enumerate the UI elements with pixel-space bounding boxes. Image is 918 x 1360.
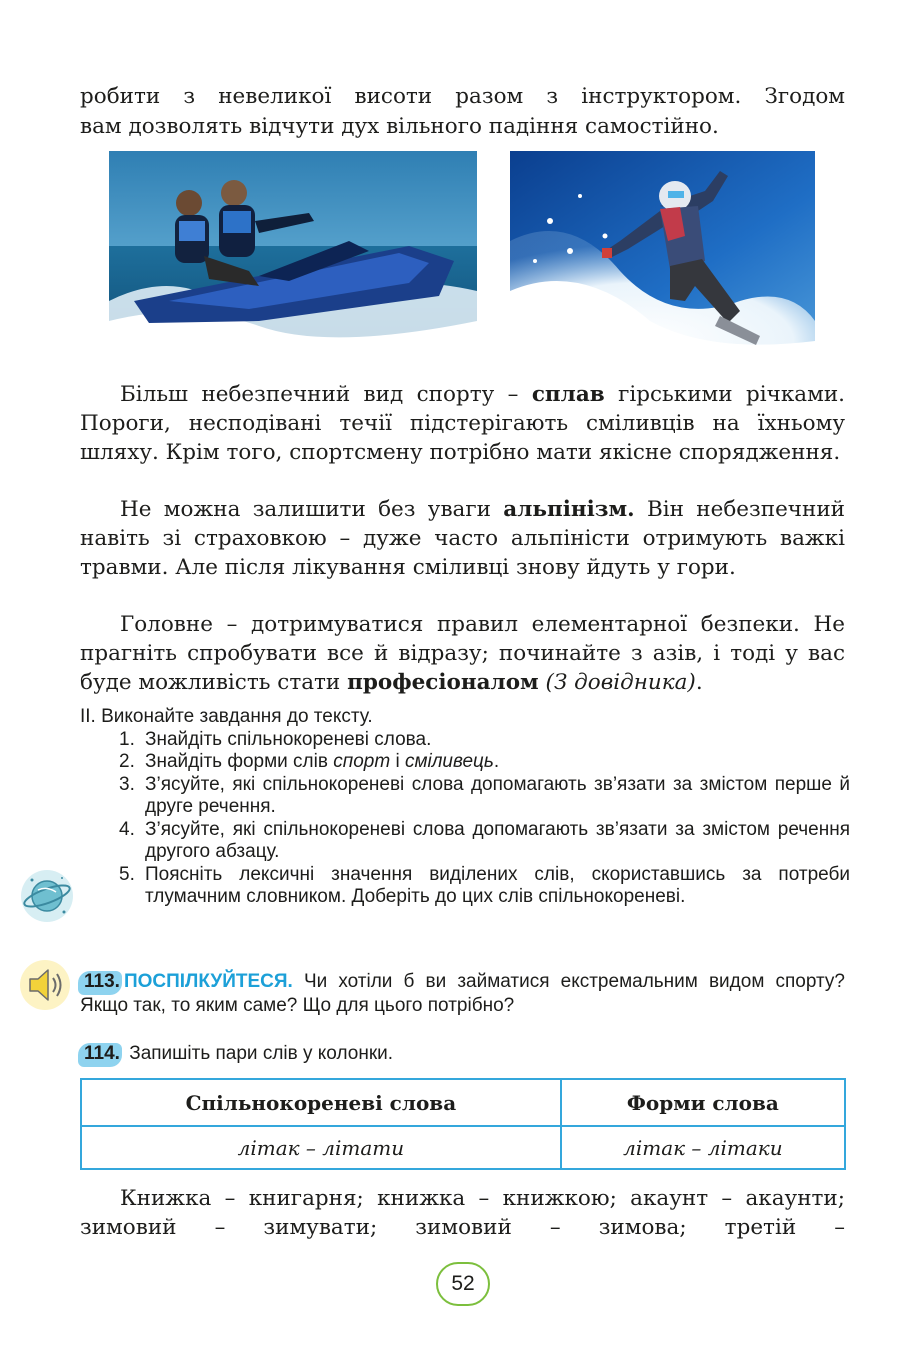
paragraph-alpinism: Не можна залишити без уваги альпінізм. Він небезпечний навіть зі страховкою – дуже часто альпіністи отримують важкі травми. Але після лікування сміливці знову йдуть у гори. (80, 497, 845, 580)
task-item-3: 3. З’ясуйте, які спільнокореневі слова допомагають зв’язати за змістом перше й друге речення. (119, 773, 850, 817)
task-item-4: 4. З’ясуйте, які спільнокореневі слова допомагають зв’язати за змістом речення другого абзацу. (119, 818, 850, 862)
task-item-1: 1. Знайдіть спільнокореневі слова. (119, 728, 432, 750)
paragraph-rafting: Більш небезпечний вид спорту – сплав гірськими річками. Пороги, несподівані течії підстерігають сміливців на їхньому шляху. Крім того, спортсмену потрібно мати якісне спорядження. (80, 382, 845, 465)
table-row (81, 1126, 845, 1169)
snowboarder-illustration (510, 151, 815, 354)
table-cell-cognate-example: літак – літати (81, 1126, 561, 1169)
word-pairs-table (80, 1078, 846, 1170)
jet-ski-photo (109, 151, 477, 354)
term-rafting: сплав (531, 382, 605, 407)
page-number: 52 (436, 1262, 490, 1306)
exercise-113-number: 113. (80, 970, 124, 994)
jet-ski-illustration (109, 151, 477, 354)
table-header-cognates: Спільнокореневі слова (81, 1079, 561, 1126)
term-alpinism: альпінізм. (503, 497, 635, 522)
intro-line-1: робити з невеликої висоти разом з інструктором. Згодом (80, 84, 845, 109)
task-item-2: 2. Знайдіть форми слів спорт і сміливець. (119, 751, 500, 772)
exercise-114-number: 114. (80, 1042, 124, 1066)
exercise-113: 113. ПОСПІЛКУЙТЕСЯ. Чи хотіли б ви займатися екстремальним видом спорту? Якщо так, то яким саме? Що для цього потрібно? (80, 971, 845, 1016)
snowboarder-photo (510, 151, 815, 354)
term-professional: професіоналом (347, 670, 539, 695)
tasks-heading: ІІ. Виконайте завдання до тексту. (80, 706, 373, 727)
table-header-forms: Форми слова (561, 1079, 845, 1126)
tasks-block (80, 706, 850, 909)
exercise-114: 114. Запишіть пари слів у колонки. (80, 1042, 845, 1066)
speaker-icon (18, 958, 72, 1017)
exercise-113-title: ПОСПІЛКУЙТЕСЯ. (123, 971, 293, 992)
planet-icon (18, 868, 76, 929)
word-list-paragraph: Книжка – книгарня; книжка – книжкою; акаунт – акаунти; зимовий – зимувати; зимовий – зимова; третій – (80, 1186, 845, 1240)
task-item-5: 5. Поясніть лексичні значення виділених слів, скориставшись за потреби тлумачним словником. Доберіть до цих слів спільнокореневі. (119, 863, 850, 907)
table-header-row (81, 1079, 845, 1126)
table-cell-form-example: літак – літаки (561, 1126, 845, 1169)
paragraph-safety: Головне – дотримуватися правил елементарної безпеки. Не прагніть спробувати все й відразу; починайте з азів, і тоді у вас буде можливість стати професіоналом (З довідника). (80, 612, 845, 695)
source-note: (З довідника) (538, 670, 696, 695)
intro-line-2: вам дозволять відчути дух вільного падіння самостійно. (80, 114, 719, 139)
